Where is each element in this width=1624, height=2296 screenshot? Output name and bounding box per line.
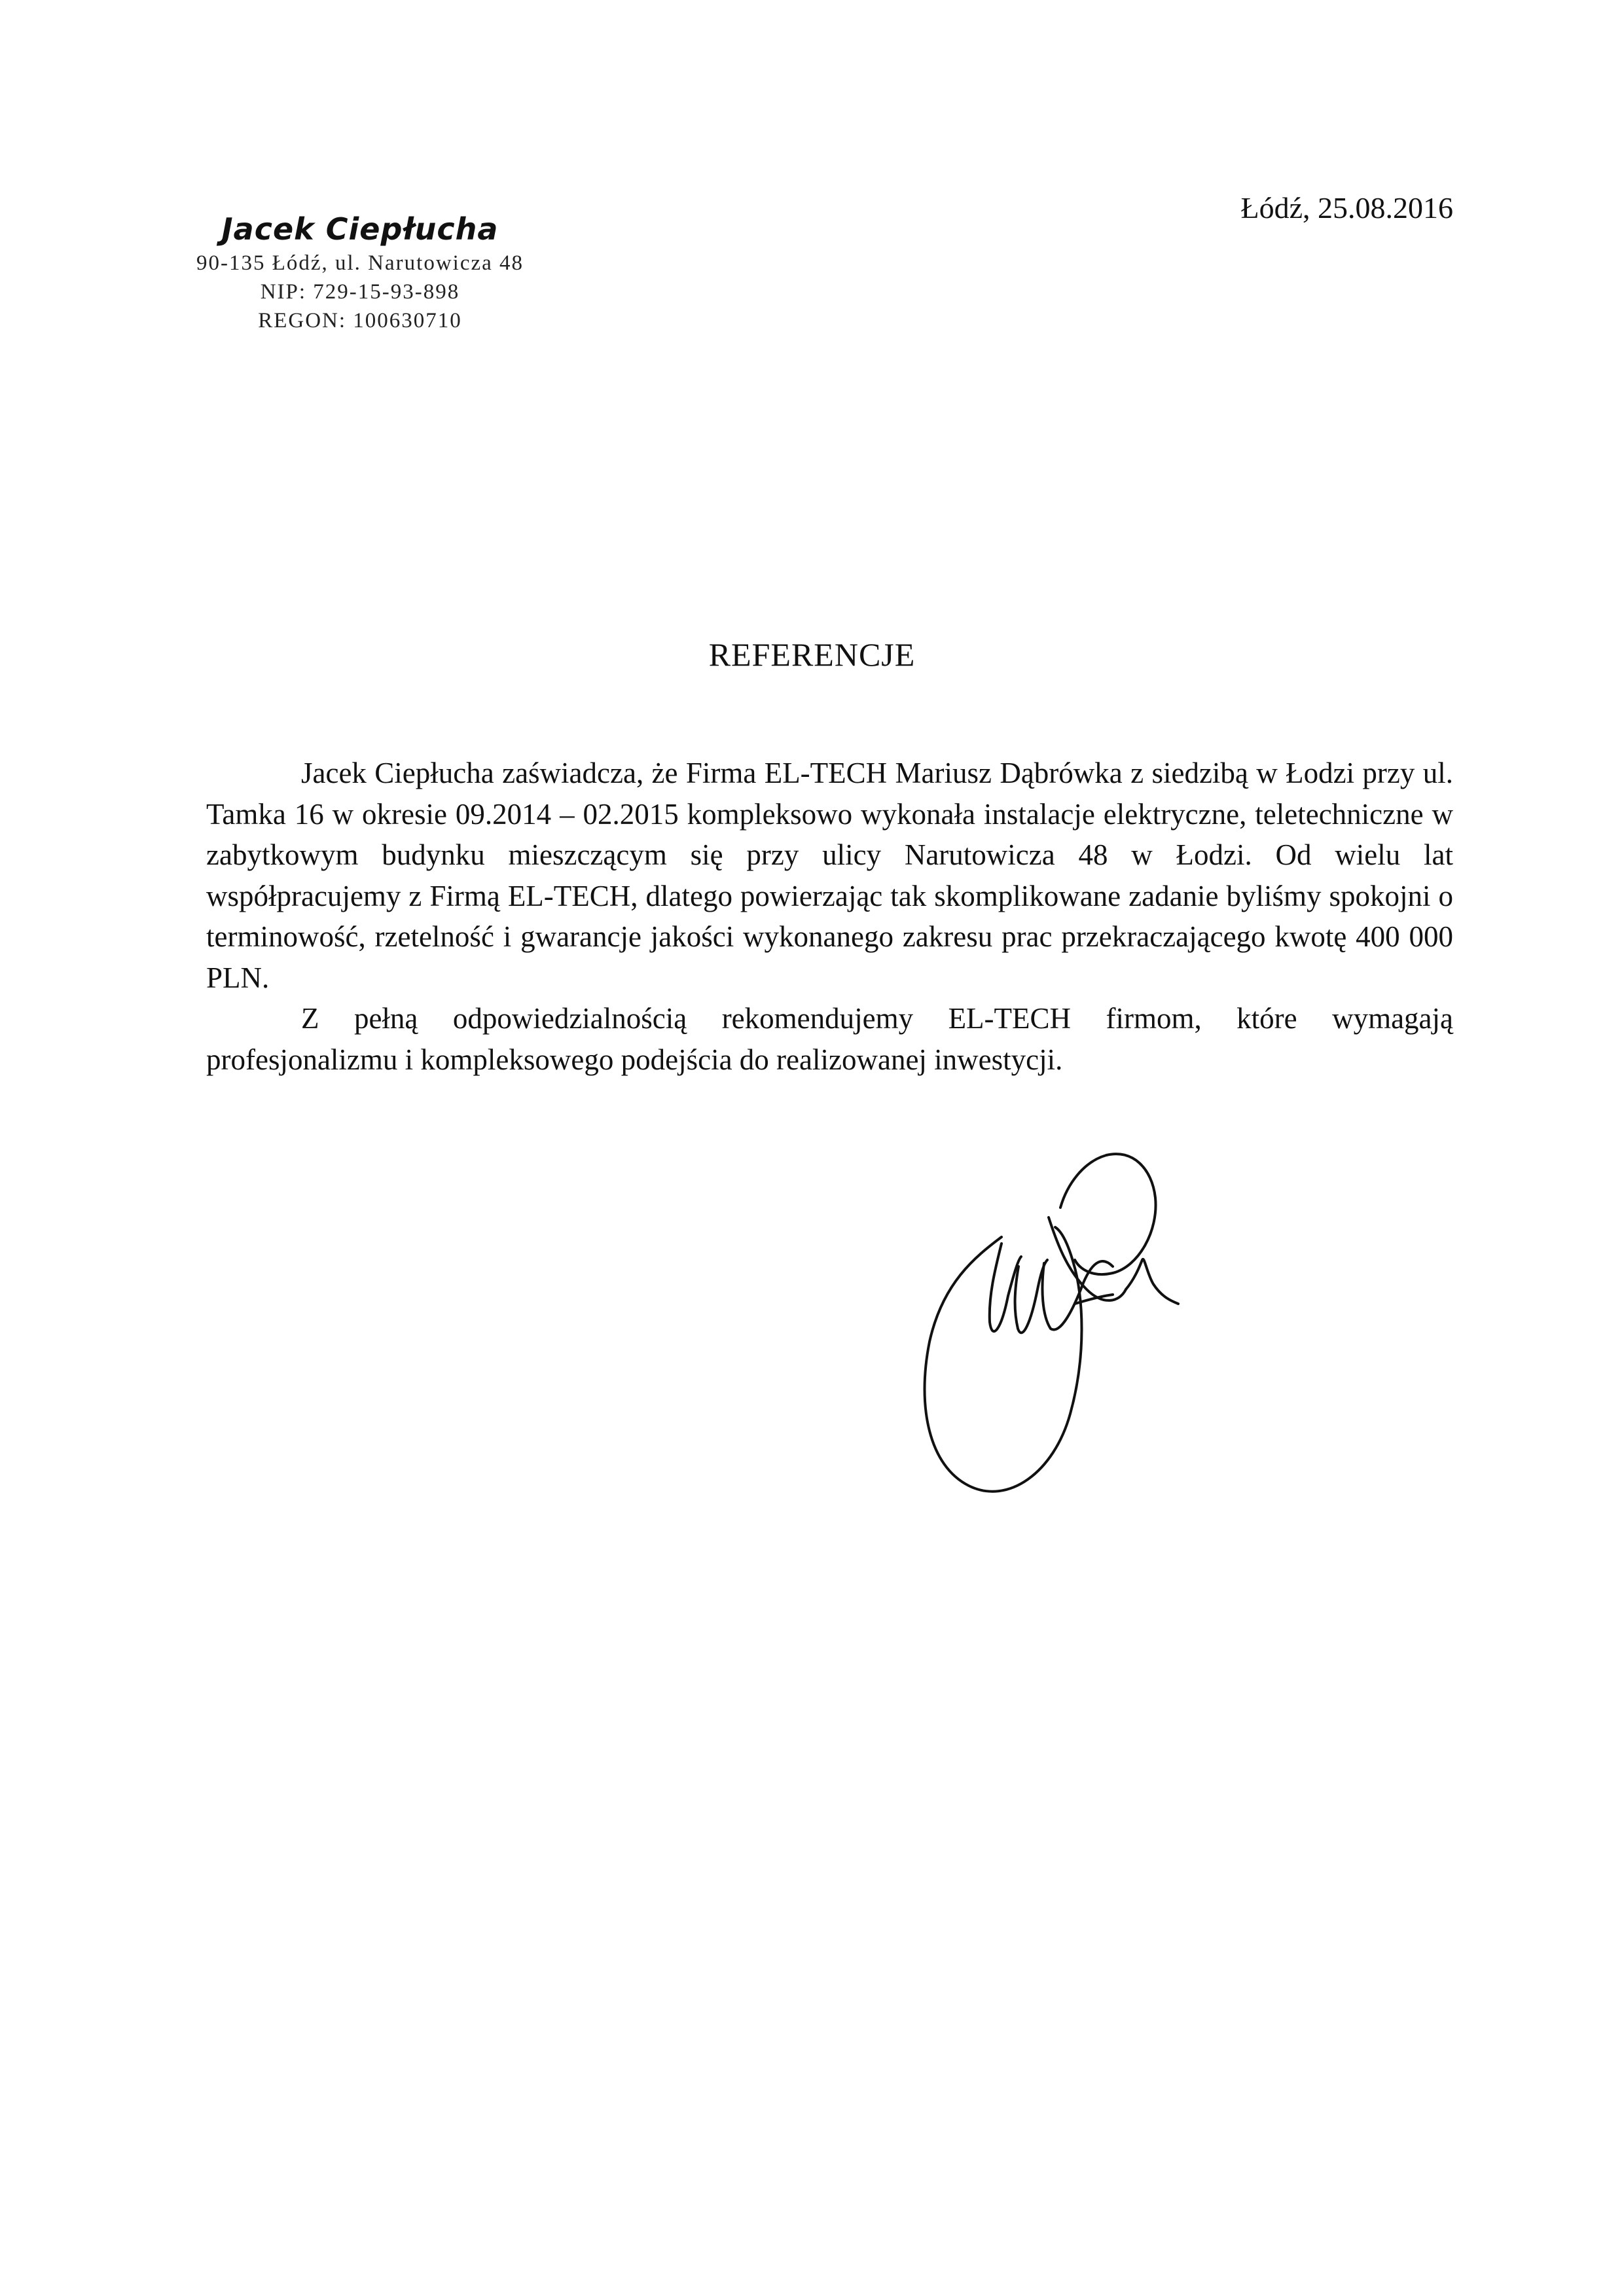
stamp-regon: REGON: 100630710	[258, 309, 462, 332]
body-paragraph: Jacek Ciepłucha zaświadcza, że Firma EL-TECH Mariusz Dąbrówka z siedzibą w Łodzi przy ul. Tamka 16 w okresie 09.2014 – 02.2015 kompleksowo wykonała instalacje elektryczne, teletechniczne w zabytkowym budynku mieszczącym się przy ulicy Narutowicza 48 w Łodzi. Od wielu lat współpracujemy z Firmą EL-TECH, dlatego powierzając tak skomplikowane zadanie byliśmy spokojni o terminowość, rzetelność i gwarancje jakości wykonanego zakresu prac przekraczającego kwotę 400 000 PLN.	[206, 757, 1453, 994]
body-paragraph: Z pełną odpowiedzialnością rekomendujemy EL-TECH firmom, które wymagają profesjonalizmu i kompleksowego podejścia do realizowanej inwestycji.	[206, 1002, 1453, 1076]
handwritten-signature	[903, 1132, 1231, 1525]
stamp-nip: NIP: 729-15-93-898	[260, 280, 460, 304]
stamp-company-name: Jacek Ciepłucha	[221, 211, 499, 247]
stamp-address: 90-135 Łódź, ul. Narutowicza 48	[196, 251, 524, 275]
document-title: REFERENCJE	[708, 636, 916, 673]
company-stamp	[164, 209, 556, 335]
document-body	[206, 753, 1453, 1080]
document-date: Łódź, 25.08.2016	[1240, 191, 1453, 224]
